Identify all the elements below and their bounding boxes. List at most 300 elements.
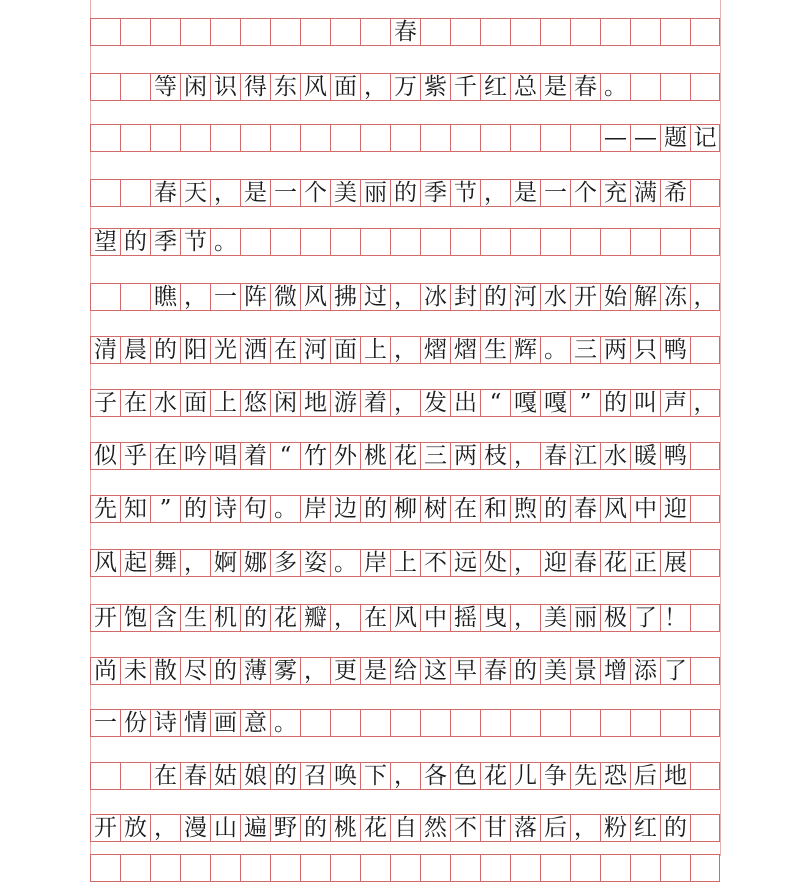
character: 。: [334, 550, 357, 576]
grid-cell: [300, 495, 330, 523]
grid-cell: [390, 442, 420, 470]
grid-cell: [510, 604, 540, 632]
character: 一: [544, 180, 567, 206]
grid-cell: [630, 389, 660, 417]
character: 吟: [184, 443, 207, 469]
grid-cell: [120, 283, 150, 311]
grid-cell: [540, 604, 570, 632]
grid-cell: [360, 495, 390, 523]
grid-cell: [450, 73, 480, 101]
character: 正: [634, 550, 657, 576]
grid-cell: [540, 814, 570, 842]
character: 熠: [424, 337, 447, 363]
character: 望: [94, 229, 117, 255]
character: 在: [154, 443, 177, 469]
grid-cell: [120, 814, 150, 842]
grid-cell: [690, 336, 720, 364]
character: 季: [424, 180, 447, 206]
grid-cell: [660, 18, 690, 46]
grid-cell: [510, 18, 540, 46]
character: 多: [274, 550, 297, 576]
character: —: [604, 125, 627, 151]
grid-cell: [690, 657, 720, 685]
grid-cell: [600, 657, 630, 685]
character: 春: [184, 763, 207, 789]
character: 识: [214, 74, 237, 100]
character: 洒: [244, 337, 267, 363]
character: 姿: [304, 550, 327, 576]
grid-cell: [660, 73, 690, 101]
grid-cell: [480, 495, 510, 523]
grid-cell: [510, 549, 540, 577]
grid-cell: [600, 228, 630, 256]
character: 始: [604, 284, 627, 310]
grid-cell: [660, 854, 690, 882]
character: 极: [604, 605, 627, 631]
character: 似: [94, 443, 117, 469]
grid-cell: [270, 228, 300, 256]
grid-cell: [300, 814, 330, 842]
character: 唤: [334, 763, 357, 789]
character: ，: [693, 284, 717, 310]
grid-cell: [210, 18, 240, 46]
grid-cell: [690, 604, 720, 632]
grid-cell: [150, 228, 180, 256]
character: 召: [304, 763, 327, 789]
character: 是: [364, 658, 387, 684]
grid-cell: [240, 709, 270, 737]
grid-cell: [450, 549, 480, 577]
character: 丽: [364, 180, 387, 206]
character: 嘎: [514, 390, 537, 416]
grid-cell: [150, 814, 180, 842]
character: 熠: [454, 337, 477, 363]
grid-cell: [450, 854, 480, 882]
grid-cell: [360, 442, 390, 470]
character: 先: [574, 763, 597, 789]
grid-cell: [660, 389, 690, 417]
grid-cell: [210, 336, 240, 364]
grid-cell: [420, 657, 450, 685]
grid-cell: [330, 18, 360, 46]
grid-cell: [600, 73, 630, 101]
grid-cell: [120, 495, 150, 523]
grid-cell: [570, 389, 600, 417]
grid-cell: [510, 389, 540, 417]
character: 叫: [634, 390, 657, 416]
character: 是: [514, 180, 537, 206]
grid-cell: [270, 18, 300, 46]
character: 份: [124, 710, 147, 736]
grid-cell: [120, 336, 150, 364]
character: 的: [274, 763, 297, 789]
grid-cell: [120, 549, 150, 577]
grid-cell: [420, 283, 450, 311]
grid-cell: [570, 442, 600, 470]
character: 上: [394, 550, 417, 576]
grid-cell: [390, 228, 420, 256]
character: 画: [214, 710, 237, 736]
grid-cell: [600, 709, 630, 737]
character: 风: [304, 74, 327, 100]
grid-cell: [90, 814, 120, 842]
grid-cell: [600, 179, 630, 207]
grid-cell: [570, 179, 600, 207]
grid-cell: [270, 709, 300, 737]
character: 河: [304, 337, 327, 363]
character: 远: [454, 550, 477, 576]
character: 得: [244, 74, 267, 100]
grid-cell: [600, 549, 630, 577]
character: 地: [304, 390, 327, 416]
grid-cell: [450, 604, 480, 632]
grid-cell: [390, 814, 420, 842]
grid-cell: [300, 709, 330, 737]
grid-row: [90, 495, 720, 523]
grid-cell: [120, 657, 150, 685]
character: 后: [544, 815, 567, 841]
character: 在: [274, 337, 297, 363]
character: 拂: [334, 284, 357, 310]
grid-cell: [120, 124, 150, 152]
grid-cell: [240, 814, 270, 842]
grid-cell: [90, 762, 120, 790]
grid-cell: [120, 179, 150, 207]
character: 煦: [514, 496, 537, 522]
grid-cell: [270, 389, 300, 417]
grid-cell: [180, 814, 210, 842]
character: 放: [124, 815, 147, 841]
grid-cell: [690, 124, 720, 152]
grid-cell: [420, 18, 450, 46]
grid-cell: [630, 442, 660, 470]
character: ！: [664, 605, 687, 631]
grid-cell: [180, 228, 210, 256]
grid-cell: [420, 495, 450, 523]
grid-cell: [360, 389, 390, 417]
grid-cell: [630, 283, 660, 311]
grid-cell: [180, 495, 210, 523]
grid-row: [90, 124, 720, 152]
character: 开: [574, 284, 597, 310]
grid-cell: [570, 18, 600, 46]
character: 红: [484, 74, 507, 100]
grid-cell: [300, 657, 330, 685]
grid-cell: [120, 604, 150, 632]
grid-cell: [600, 124, 630, 152]
grid-cell: [300, 389, 330, 417]
grid-cell: [210, 604, 240, 632]
character: 节: [184, 229, 207, 255]
grid-cell: [150, 389, 180, 417]
grid-cell: [150, 73, 180, 101]
character: 春: [574, 496, 597, 522]
grid-cell: [420, 73, 450, 101]
grid-cell: [210, 179, 240, 207]
grid-cell: [270, 442, 300, 470]
character: 岸: [364, 550, 387, 576]
character: 情: [184, 710, 207, 736]
character: 饱: [124, 605, 147, 631]
grid-cell: [450, 336, 480, 364]
grid-cell: [270, 549, 300, 577]
grid-cell: [510, 762, 540, 790]
character: 春: [394, 19, 417, 45]
character: 中: [424, 605, 447, 631]
grid-cell: [510, 73, 540, 101]
grid-cell: [90, 283, 120, 311]
grid-cell: [330, 124, 360, 152]
grid-cell: [360, 283, 390, 311]
grid-cell: [510, 124, 540, 152]
grid-cell: [540, 709, 570, 737]
character: 游: [334, 390, 357, 416]
character: 只: [634, 337, 657, 363]
grid-cell: [420, 179, 450, 207]
grid-cell: [90, 389, 120, 417]
grid-cell: [420, 124, 450, 152]
grid-cell: [450, 18, 480, 46]
grid-cell: [300, 549, 330, 577]
character: 恐: [604, 763, 627, 789]
character: 的: [184, 496, 207, 522]
character: 诗: [154, 710, 177, 736]
grid-cell: [300, 124, 330, 152]
grid-cell: [210, 442, 240, 470]
character: 摇: [454, 605, 477, 631]
character: 舞: [154, 550, 177, 576]
grid-cell: [360, 814, 390, 842]
grid-cell: [330, 336, 360, 364]
grid-cell: [690, 709, 720, 737]
grid-cell: [90, 854, 120, 882]
character: 美: [544, 605, 567, 631]
character: 封: [454, 284, 477, 310]
character: 意: [244, 710, 267, 736]
grid-cell: [360, 604, 390, 632]
grid-cell: [540, 495, 570, 523]
grid-cell: [90, 18, 120, 46]
grid-cell: [270, 604, 300, 632]
grid-cell: [120, 73, 150, 101]
grid-cell: [240, 549, 270, 577]
character: 丽: [574, 605, 597, 631]
grid-cell: [540, 283, 570, 311]
character: 娘: [244, 763, 267, 789]
grid-cell: [390, 762, 420, 790]
grid-cell: [630, 495, 660, 523]
character: 诗: [214, 496, 237, 522]
grid-cell: [360, 854, 390, 882]
grid-cell: [690, 73, 720, 101]
grid-cell: [270, 124, 300, 152]
character: 在: [154, 763, 177, 789]
grid-cell: [360, 179, 390, 207]
character: 的: [364, 496, 387, 522]
grid-cell: [420, 709, 450, 737]
character: 和: [484, 496, 507, 522]
character: 各: [424, 763, 447, 789]
character: 迎: [664, 496, 687, 522]
character: 闲: [184, 74, 207, 100]
character: 姑: [214, 763, 237, 789]
character: ，: [514, 443, 537, 469]
character: 争: [544, 763, 567, 789]
grid-cell: [540, 179, 570, 207]
grid-cell: [90, 549, 120, 577]
grid-cell: [240, 18, 270, 46]
grid-cell: [660, 179, 690, 207]
grid-cell: [360, 709, 390, 737]
grid-cell: [90, 179, 120, 207]
character: 紫: [424, 74, 447, 100]
grid-cell: [600, 18, 630, 46]
character: 外: [334, 443, 357, 469]
grid-cell: [300, 336, 330, 364]
grid-cell: [180, 179, 210, 207]
grid-cell: [630, 762, 660, 790]
grid-cell: [240, 124, 270, 152]
character: 的: [214, 658, 237, 684]
grid-cell: [450, 283, 480, 311]
grid-cell: [270, 283, 300, 311]
character: 两: [454, 443, 477, 469]
character: ，: [304, 658, 327, 684]
grid-cell: [450, 124, 480, 152]
grid-row: [90, 442, 720, 470]
grid-cell: [240, 442, 270, 470]
grid-cell: [570, 604, 600, 632]
grid-cell: [390, 124, 420, 152]
character: 微: [274, 284, 297, 310]
grid-cell: [420, 549, 450, 577]
character: 唱: [214, 443, 237, 469]
character: 江: [574, 443, 597, 469]
grid-cell: [90, 124, 120, 152]
grid-row: [90, 604, 720, 632]
character: 闲: [274, 390, 297, 416]
character: 的: [154, 337, 177, 363]
grid-cell: [180, 18, 210, 46]
grid-cell: [390, 495, 420, 523]
grid-cell: [510, 179, 540, 207]
grid-cell: [420, 228, 450, 256]
character: 薄: [244, 658, 267, 684]
character: 树: [424, 496, 447, 522]
grid-cell: [630, 336, 660, 364]
character: 开: [94, 815, 117, 841]
character: 先: [94, 496, 117, 522]
grid-cell: [300, 442, 330, 470]
grid-cell: [540, 73, 570, 101]
character: 甘: [484, 815, 507, 841]
grid-cell: [210, 814, 240, 842]
grid-cell: [600, 814, 630, 842]
grid-cell: [240, 762, 270, 790]
grid-row: [90, 814, 720, 842]
character: 暖: [634, 443, 657, 469]
character: ”: [159, 496, 172, 522]
grid-cell: [330, 283, 360, 311]
character: ，: [574, 815, 597, 841]
character: 上: [214, 390, 237, 416]
grid-cell: [240, 73, 270, 101]
character: 个: [574, 180, 597, 206]
grid-cell: [90, 442, 120, 470]
character: 后: [634, 763, 657, 789]
grid-cell: [390, 18, 420, 46]
grid-cell: [150, 442, 180, 470]
grid-cell: [360, 336, 390, 364]
grid-cell: [600, 495, 630, 523]
character: 岸: [304, 496, 327, 522]
grid-cell: [180, 389, 210, 417]
character: 悠: [244, 390, 267, 416]
grid-cell: [390, 283, 420, 311]
character: 然: [424, 815, 447, 841]
character: 子: [94, 390, 117, 416]
character: 花: [484, 763, 507, 789]
character: 。: [274, 710, 297, 736]
grid-cell: [180, 657, 210, 685]
grid-cell: [690, 389, 720, 417]
grid-cell: [690, 495, 720, 523]
grid-cell: [120, 854, 150, 882]
grid-cell: [600, 336, 630, 364]
grid-cell: [150, 283, 180, 311]
character: ，: [394, 390, 417, 416]
grid-cell: [330, 495, 360, 523]
grid-cell: [180, 73, 210, 101]
grid-cell: [390, 389, 420, 417]
grid-cell: [210, 854, 240, 882]
character: 的: [604, 390, 627, 416]
character: 野: [274, 815, 297, 841]
grid-cell: [180, 124, 210, 152]
character: 更: [334, 658, 357, 684]
grid-cell: [390, 336, 420, 364]
character: 婀: [214, 550, 237, 576]
character: 桃: [334, 815, 357, 841]
character: 曳: [484, 605, 507, 631]
grid-cell: [600, 283, 630, 311]
character: 下: [364, 763, 387, 789]
grid-cell: [480, 73, 510, 101]
character: 冻: [664, 284, 687, 310]
grid-cell: [540, 228, 570, 256]
grid-cell: [150, 709, 180, 737]
character: 记: [693, 125, 717, 151]
grid-cell: [570, 657, 600, 685]
grid-cell: [510, 283, 540, 311]
grid-cell: [630, 604, 660, 632]
grid-cell: [270, 73, 300, 101]
grid-cell: [360, 124, 390, 152]
grid-cell: [90, 336, 120, 364]
character: 山: [214, 815, 237, 841]
grid-row: [90, 283, 720, 311]
grid-cell: [120, 762, 150, 790]
character: 漫: [184, 815, 207, 841]
grid-cell: [360, 549, 390, 577]
character: ，: [394, 337, 417, 363]
character: 一: [94, 710, 117, 736]
character: 了: [634, 605, 657, 631]
grid-cell: [240, 283, 270, 311]
grid-cell: [270, 854, 300, 882]
character: ，: [693, 390, 717, 416]
grid-cell: [180, 442, 210, 470]
